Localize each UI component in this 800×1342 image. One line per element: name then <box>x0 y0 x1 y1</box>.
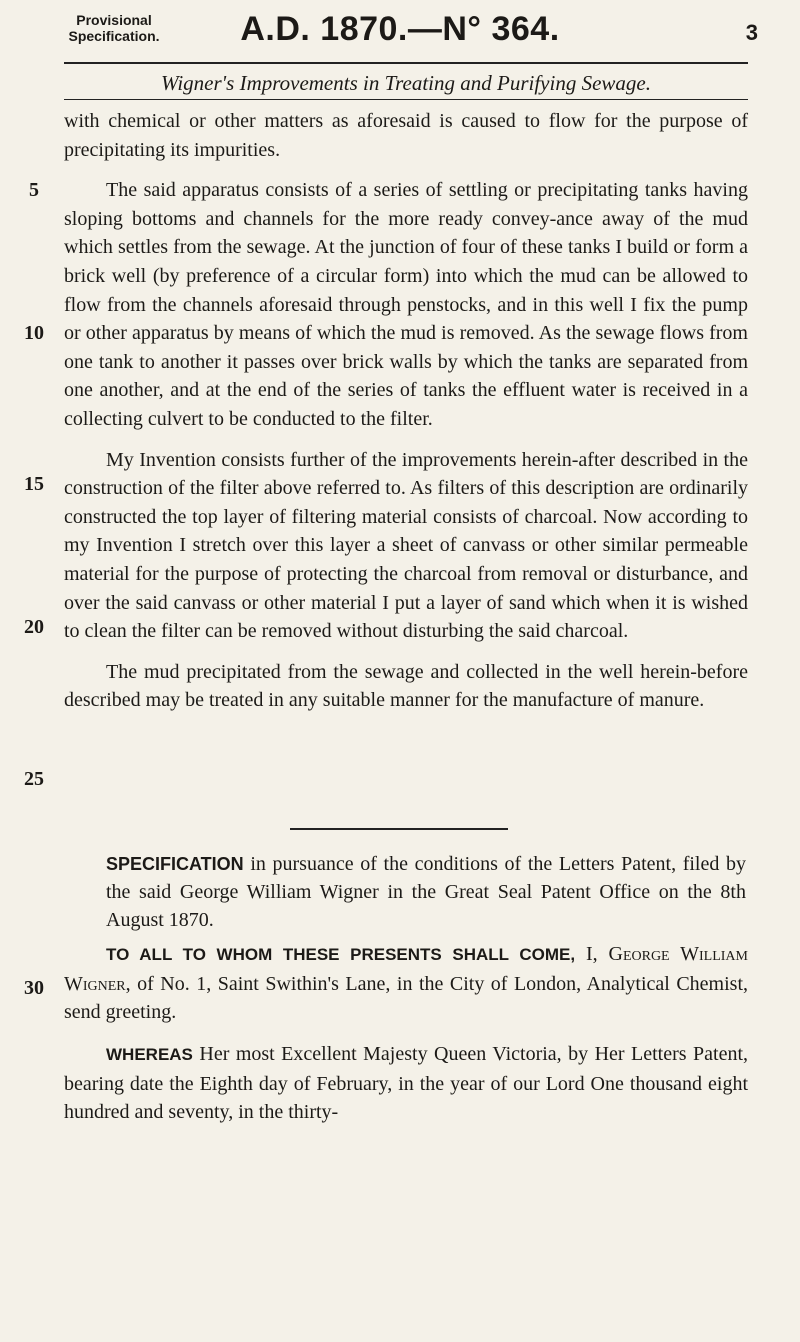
header-rule <box>64 62 748 64</box>
paragraph-filter: My Invention consists further of the improvements herein-after described in the construction of the filter above referred to. As filters of this description are ordinarily constructed the top layer of filtering material consists of charcoal. Now according to my Invention I stretch over this layer a sheet of canvass or other similar permeable material for the purpose of protecting the charcoal from removal or disturbance, and over the said canvass or other material I put a layer of sand which when it is wished to clean the filter can be removed without disturbing the said charcoal. <box>64 448 748 643</box>
line-number-margin <box>14 0 56 1342</box>
subtitle-rule <box>64 99 748 100</box>
specification-text: in pursuance of the conditions of the Letters Patent, filed by the said George William Wigner in the Great Seal Patent Office on the 8th August 1870. <box>106 853 746 931</box>
line-number-10: 10 <box>24 322 44 344</box>
paragraph-continuation: with chemical or other matters as aforesaid is caused to flow for the purpose of precipitating its impurities. <box>64 110 748 161</box>
paragraph-apparatus: The said apparatus consists of a series of settling or precipitating tanks having sloping bottoms and channels for the more ready convey-ance away of the mud which settles from the sewage. At the junction of four of these tanks I build or form a brick well (by preference of a circular form) into which the mud can be allowed to flow from the channels aforesaid through penstocks, and in this well I fix the pump or other apparatus by means of which the mud is removed. As the sewage flows from one tank to another it passes over brick walls by which the tanks are separated from one another, and at the end of the series of tanks the effluent water is received in a collecting culvert to be conducted to the filter. <box>64 179 748 430</box>
declaration-rest: of No. 1, Saint Swithin's Lane, in the City of London, Analytical Chemist, send greeting. <box>64 972 749 1024</box>
specification-lead: SPECIFICATION <box>106 854 244 874</box>
provisional-specification-label: Provisional Specification. <box>68 12 160 44</box>
body-text <box>64 107 748 715</box>
declaration-caps: TO ALL TO WHOM THESE PRESENTS SHALL COME, <box>106 945 576 964</box>
running-subtitle: Wigner's Improvements in Treating and Purifying Sewage. <box>161 71 651 95</box>
patent-title: A.D. 1870.—N° 364. <box>240 10 560 48</box>
section-separator <box>290 828 508 830</box>
whereas-text: Her most Excellent Majesty Queen Victoria, by Her Letters Patent, bearing date the Eighth day of February, in the year of our Lord One thousand eight hundred and seventy, in the thirty- <box>64 1043 748 1124</box>
whereas-paragraph <box>64 1040 748 1127</box>
line-number-25: 25 <box>24 768 44 790</box>
declaration-paragraph <box>64 940 748 1027</box>
whereas-lead: WHEREAS <box>106 1045 193 1064</box>
line-number-30: 30 <box>24 977 44 999</box>
paragraph-mud: The mud precipitated from the sewage and collected in the well herein-before described may be treated in any suitable manner for the manufacture of manure. <box>64 660 748 712</box>
line-number-5: 5 <box>29 179 39 201</box>
line-number-20: 20 <box>24 616 44 638</box>
declaration-name: I, George William Wigner, <box>64 943 748 995</box>
line-number-15: 15 <box>24 473 44 495</box>
specification-paragraph <box>106 850 746 934</box>
page-number: 3 <box>745 20 758 45</box>
